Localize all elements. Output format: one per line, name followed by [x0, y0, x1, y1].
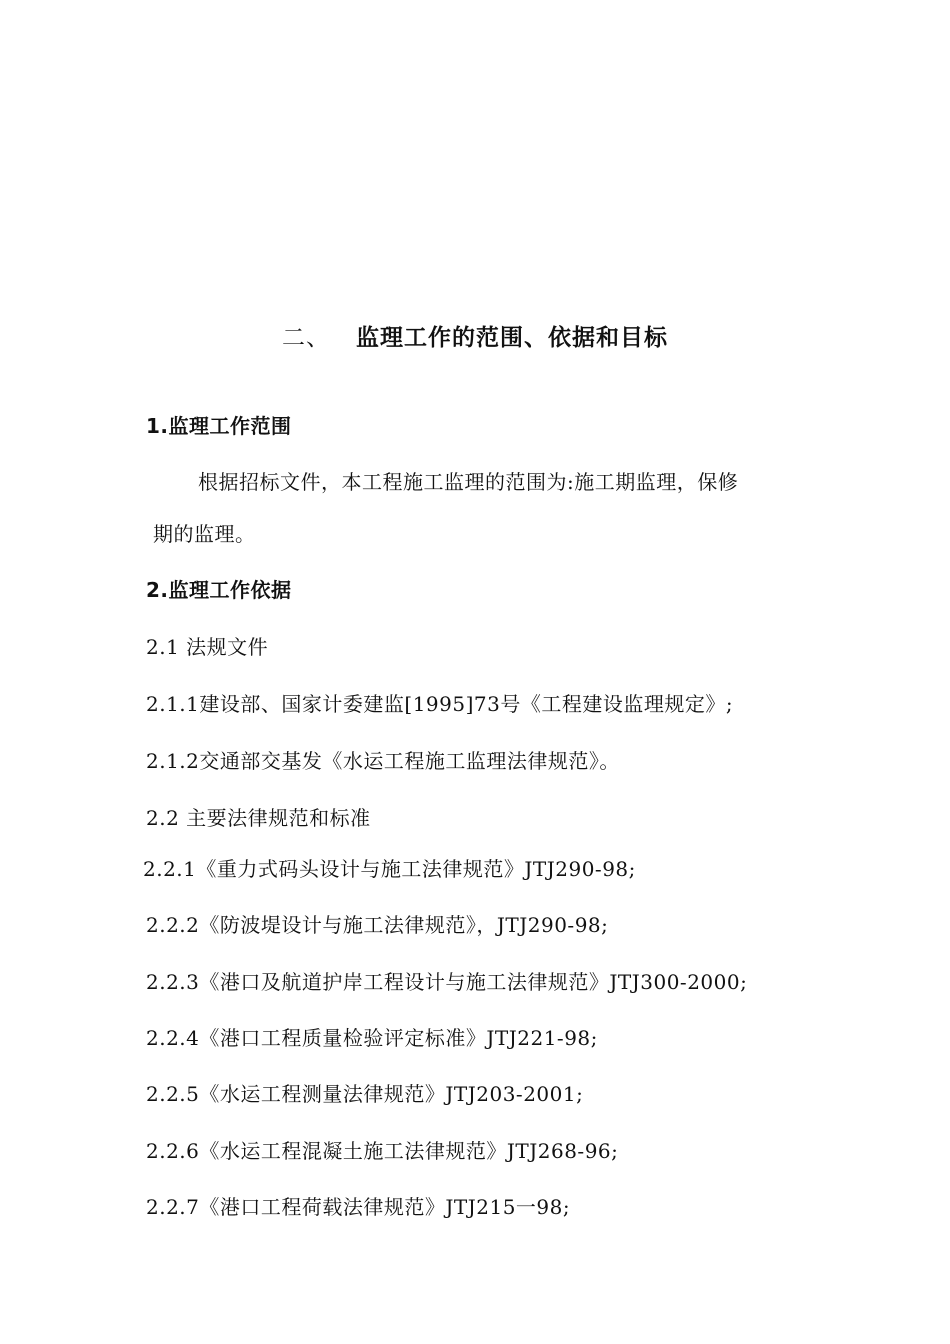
section-1-paragraph-line-2: 期的监理。	[153, 522, 256, 546]
section-2-heading: 2.监理工作依据	[146, 578, 292, 602]
page-title	[282, 324, 668, 352]
section-1-heading: 1.监理工作范围	[146, 414, 292, 438]
list-item-2-2-3: 2.2.3《港口及航道护岸工程设计与施工法律规范》JTJ300-2000;	[146, 970, 748, 994]
list-item-2-2-1: 2.2.1《重力式码头设计与施工法律规范》JTJ290-98;	[143, 857, 636, 881]
list-item-2-2-5: 2.2.5《水运工程测量法律规范》JTJ203-2001;	[146, 1082, 584, 1106]
subsection-2-1-heading: 2.1 法规文件	[146, 635, 269, 659]
list-item-2-2-4: 2.2.4《港口工程质量检验评定标准》JTJ221-98;	[146, 1026, 598, 1050]
title-text: 监理工作的范围、依据和目标	[356, 325, 668, 351]
list-item-2-2-2: 2.2.2《防波堤设计与施工法律规范》，JTJ290-98;	[146, 913, 609, 937]
list-item-2-2-6: 2.2.6《水运工程混凝土施工法律规范》JTJ268-96;	[146, 1139, 619, 1163]
list-item-2-1-2: 2.1.2交通部交基发《水运工程施工监理法律规范》。	[146, 749, 620, 773]
list-item-2-2-7: 2.2.7《港口工程荷载法律规范》JTJ215一98;	[146, 1195, 571, 1219]
title-number: 二、	[282, 325, 330, 351]
subsection-2-2-heading: 2.2 主要法律规范和标准	[146, 806, 371, 830]
section-1-paragraph-line-1: 根据招标文件，本工程施工监理的范围为:施工期监理，保修	[198, 470, 739, 494]
list-item-2-1-1: 2.1.1建设部、国家计委建监[1995]73号《工程建设监理规定》;	[146, 692, 734, 716]
